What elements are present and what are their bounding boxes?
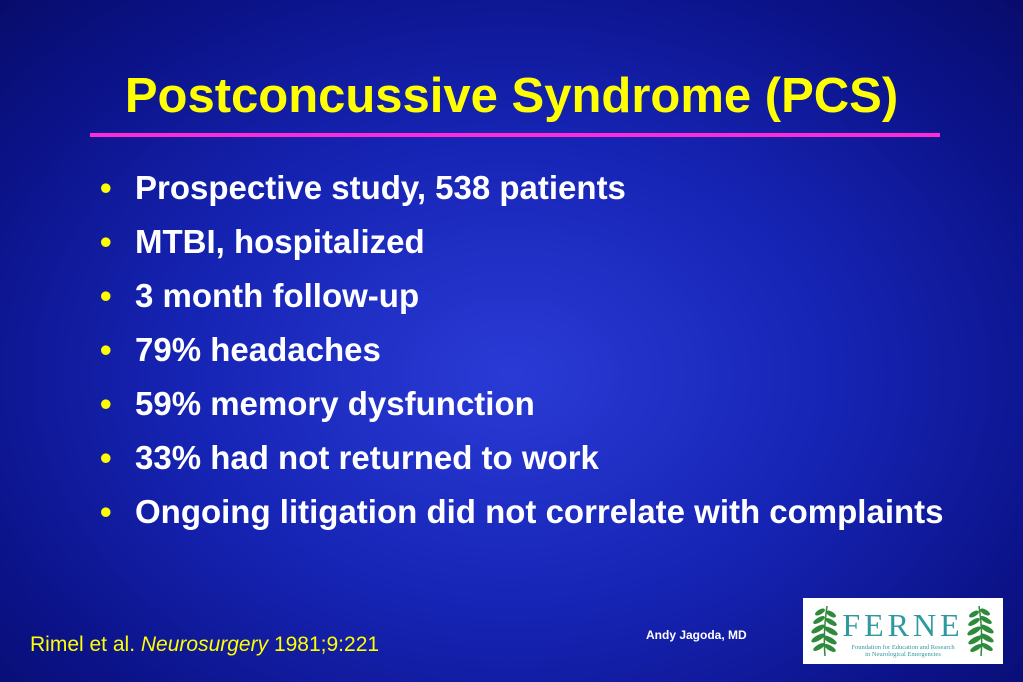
bullet-text: Prospective study, 538 patients bbox=[135, 169, 626, 206]
bullet-icon: • bbox=[100, 277, 112, 314]
citation bbox=[30, 632, 379, 658]
bullet-icon: • bbox=[100, 385, 112, 422]
bullet-item bbox=[100, 386, 950, 422]
bullet-item bbox=[100, 170, 950, 206]
logo-tagline-line1: Foundation for Education and Research bbox=[851, 644, 955, 651]
bullet-item bbox=[100, 224, 950, 260]
logo-tagline-line2: in Neurological Emergencies bbox=[865, 651, 941, 658]
presenter-name: Andy Jagoda, MD bbox=[646, 628, 747, 642]
bullet-list bbox=[100, 170, 950, 548]
bullet-icon: • bbox=[100, 169, 112, 206]
bullet-item bbox=[100, 494, 950, 530]
title-underline bbox=[90, 133, 940, 137]
bullet-item bbox=[100, 440, 950, 476]
bullet-text: 33% had not returned to work bbox=[135, 439, 599, 476]
bullet-text: 79% headaches bbox=[135, 331, 381, 368]
bullet-item bbox=[100, 278, 950, 314]
bullet-icon: • bbox=[100, 493, 112, 530]
citation-journal: Neurosurgery bbox=[140, 633, 269, 656]
citation-authors: Rimel et al. bbox=[30, 633, 136, 656]
bullet-text: Ongoing litigation did not correlate with complaints bbox=[135, 493, 944, 530]
bullet-icon: • bbox=[100, 223, 112, 260]
slide-title: Postconcussive Syndrome (PCS) bbox=[124, 69, 899, 123]
fern-left-icon bbox=[811, 606, 838, 656]
bullet-item bbox=[100, 332, 950, 368]
ferne-logo bbox=[803, 598, 1003, 664]
logo-wordmark: FERNE bbox=[842, 607, 964, 643]
fern-right-icon bbox=[967, 606, 994, 656]
bullet-icon: • bbox=[100, 439, 112, 476]
ferne-logo-graphic bbox=[803, 598, 1003, 664]
bullet-text: MTBI, hospitalized bbox=[135, 223, 425, 260]
citation-reference: 1981;9:221 bbox=[273, 633, 380, 656]
bullet-text: 59% memory dysfunction bbox=[135, 385, 535, 422]
bullet-icon: • bbox=[100, 331, 112, 368]
bullet-text: 3 month follow-up bbox=[135, 277, 420, 314]
